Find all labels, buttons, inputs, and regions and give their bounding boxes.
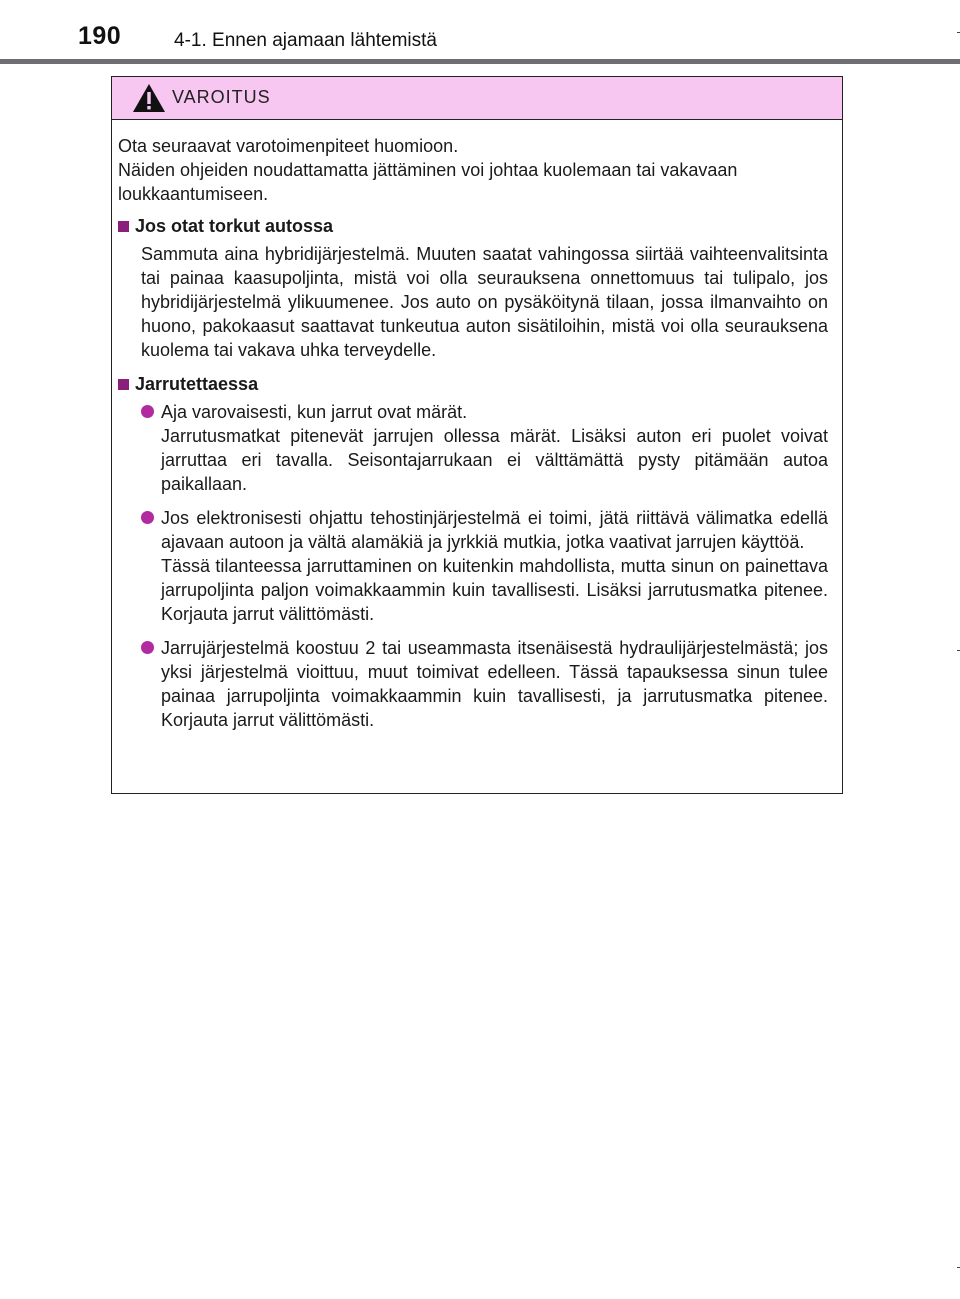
list-item-text	[161, 400, 828, 496]
warning-title: VAROITUS	[172, 87, 271, 107]
warning-box	[111, 76, 843, 794]
warning-triangle-icon	[132, 83, 166, 113]
section-heading	[118, 214, 828, 238]
warning-body	[112, 120, 842, 732]
list-item-line: Jos elektronisesti ohjattu tehostinjärjestelmä ei toimi, jätä riittävä välimatka edellä ajavaan autoon ja vältä alamäkiä ja jyrkkiä mutkia, jotka vaativat jarrujen käyttöä.	[161, 508, 828, 552]
round-bullet-icon	[141, 405, 154, 418]
list-item	[141, 400, 828, 496]
list-item-text	[161, 636, 828, 732]
section-heading	[118, 372, 828, 396]
warning-header	[112, 77, 842, 120]
list-item-text	[161, 506, 828, 626]
list-item-line: Jarrutusmatkat pitenevät jarrujen ollessa märät. Lisäksi auton eri puolet voivat jarruttaa eri tavalla. Seisontajarrukaan ei välttämättä pysty pitämään autoa paikallaan.	[161, 426, 828, 494]
list-item	[141, 506, 828, 626]
section-heading-label: Jarrutettaessa	[135, 374, 259, 394]
intro-line: Ota seuraavat varotoimenpiteet huomioon.	[118, 136, 459, 156]
warning-intro	[118, 134, 828, 206]
square-bullet-icon	[118, 221, 129, 232]
section-heading-label: Jos otat torkut autossa	[135, 216, 334, 236]
list-item	[141, 636, 828, 732]
list-item-line: Aja varovaisesti, kun jarrut ovat märät.	[161, 402, 468, 422]
square-bullet-icon	[118, 379, 129, 390]
section-title: 4-1. Ennen ajamaan lähtemistä	[174, 30, 437, 51]
page-number: 190	[78, 22, 122, 50]
section-paragraph: Sammuta aina hybridijärjestelmä. Muuten saatat vahingossa siirtää vaihteenvalitsinta tai painaa kaasupoljinta, mistä voi olla seurauksena onnettomuus tai tulipalo, jos hybridijärjestelmä ylikuumenee. Jos auto on pysäköitynä tilaan, jossa ilmanvaihto on huono, pakokaasut saattavat tunkeutua auton sisätiloihin, mistä voi olla seurauksena kuolema tai vakava uhka terveydelle.	[141, 244, 828, 360]
list-item-line: Tässä tilanteessa jarruttaminen on kuitenkin mahdollista, mutta sinun on painettava jarrupoljinta paljon voimakkaammin kuin tavallisesti. Lisäksi jarrutusmatka pitenee. Korjauta jarrut välittömästi.	[161, 556, 828, 624]
header-rule	[0, 59, 960, 64]
round-bullet-icon	[141, 641, 154, 654]
list-item-line: Jarrujärjestelmä koostuu 2 tai useammasta itsenäisestä hydraulijärjestelmästä; jos yksi järjestelmä vioittuu, muut toimivat edelleen. Tässä tapauksessa sinun tulee painaa jarrupoljinta voimakkaammin kuin tavallisesti, ja jarrutusmatka pitenee. Korjauta jarrut välittömästi.	[161, 638, 828, 730]
intro-line: Näiden ohjeiden noudattamatta jättäminen voi johtaa kuolemaan tai vakavaan loukkaantumiseen.	[118, 160, 738, 204]
round-bullet-icon	[141, 511, 154, 524]
